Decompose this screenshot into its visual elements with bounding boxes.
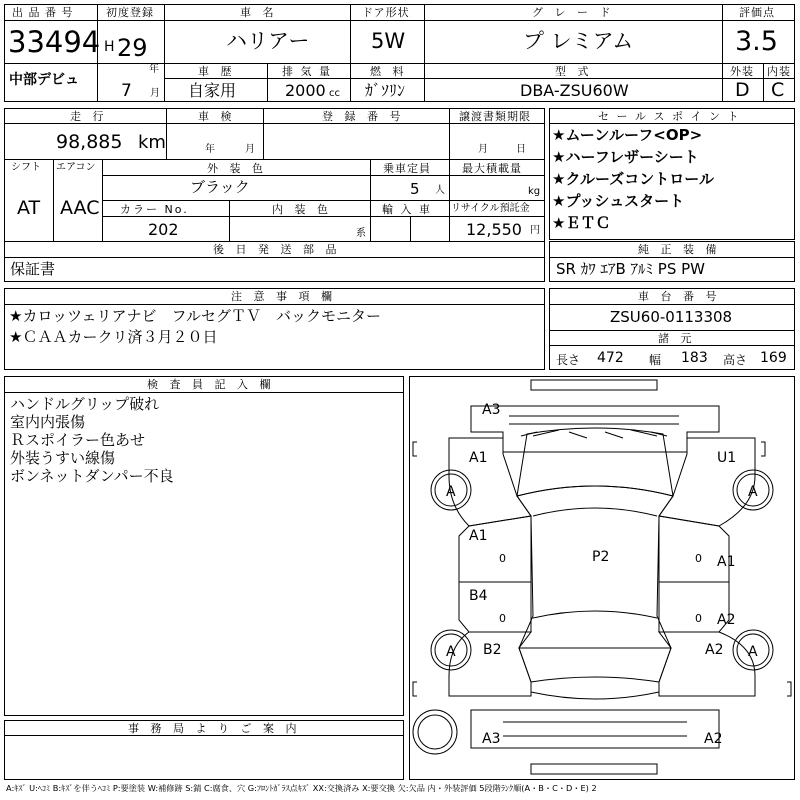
door-label: ドア形状 xyxy=(362,6,410,19)
exterior-label: 外装 xyxy=(730,65,754,78)
first-reg-label: 初度登録 xyxy=(106,6,154,19)
inspection-year-unit: 年 xyxy=(205,144,215,155)
car-name-label: 車 名 xyxy=(240,6,278,19)
fuel-label: 燃 料 xyxy=(370,65,408,78)
mark-rear-left-quarter: B2 xyxy=(483,642,502,658)
inspector-line: ハンドルグリップ破れ xyxy=(10,395,160,413)
int-color-label: 内 装 色 xyxy=(272,203,332,216)
mark-right-rear-door: A2 xyxy=(717,612,736,628)
chassis-number: ZSU60-0113308 xyxy=(610,308,733,326)
width-value: 183 xyxy=(681,350,708,366)
mark-front-right-tire: A xyxy=(748,484,758,500)
spare-tire xyxy=(413,710,457,754)
right-front-fender xyxy=(659,438,755,526)
mileage-label: 走 行 xyxy=(70,110,108,123)
inspector-label: 検 査 員 記 入 欄 xyxy=(147,378,275,391)
door-type: 5W xyxy=(371,29,406,53)
color-no-label: カラー No. xyxy=(120,203,189,216)
inspector-line: 室内内張傷 xyxy=(10,413,86,431)
equipment-value: SR ｶﾜ ｴｱB ｱﾙﾐ PS PW xyxy=(556,260,706,278)
lot-no-label: 出 品 番 号 xyxy=(12,6,74,19)
front-outline xyxy=(471,406,719,452)
ship-label: 後 日 発 送 部 品 xyxy=(213,243,341,256)
model-code: DBA-ZSU60W xyxy=(520,81,629,100)
mark-rear-bumper-left: A3 xyxy=(482,731,501,747)
displacement: 2000 xyxy=(285,81,326,100)
history: 自家用 xyxy=(188,81,237,100)
debut-label: 中部デビュ xyxy=(9,72,79,88)
car-diagram xyxy=(409,376,795,780)
mark-right-rear-door-zero: 0 xyxy=(695,612,702,625)
right-front-door xyxy=(659,516,729,582)
left-front-door xyxy=(459,516,531,582)
recycle-label: リサイクル預託金 xyxy=(451,203,530,214)
displacement-unit: cc xyxy=(329,88,340,99)
history-label: 車 歴 xyxy=(198,65,236,78)
note-line: ★カロッツェリアナビ フルセグＴＶ バックモニター xyxy=(9,307,381,325)
mark-right-front-door: A1 xyxy=(717,554,736,570)
ext-color: ブラック xyxy=(190,178,250,196)
ac-label: エアコン xyxy=(56,162,96,173)
year-unit: 年 xyxy=(149,64,159,75)
capacity-label: 乗車定員 xyxy=(383,162,431,175)
recycle-unit: 円 xyxy=(530,225,540,236)
mark-roof: P2 xyxy=(592,549,610,565)
score-label: 評価点 xyxy=(739,6,775,19)
reg-no-label: 登 録 番 号 xyxy=(322,110,405,123)
capacity: 5 xyxy=(410,180,420,198)
mark-right-front-door-zero: 0 xyxy=(695,552,702,565)
height-value: 169 xyxy=(760,350,787,366)
mileage: 98,885 xyxy=(56,131,123,153)
mark-rear-bumper-right: A2 xyxy=(704,731,723,747)
grade-label: グ レ ー ド xyxy=(532,6,615,19)
ext-color-label: 外 装 色 xyxy=(207,162,267,175)
color-no: 202 xyxy=(148,220,179,239)
exterior-grade: D xyxy=(735,79,750,101)
mark-rear-right-quarter: A2 xyxy=(705,642,724,658)
mark-front-left-tire: A xyxy=(446,484,456,500)
capacity-unit: 人 xyxy=(435,185,445,196)
fuel: ｶﾞｿﾘﾝ xyxy=(365,81,406,100)
dims-label: 諸 元 xyxy=(658,332,696,345)
sales-points-label: セ ー ル ス ポ イ ン ト xyxy=(598,110,741,123)
height-label: 高さ xyxy=(723,353,748,367)
reg-month: 7 xyxy=(121,81,132,101)
sales-point-item: ★ムーンルーフ<OP> xyxy=(552,126,703,144)
mark-front-bumper: A3 xyxy=(482,402,501,418)
sales-point-item: ★プッシュスタート xyxy=(552,192,685,210)
front-bumper-outline xyxy=(531,380,657,390)
rear-bumper xyxy=(471,710,719,748)
model-label: 型 式 xyxy=(555,65,593,78)
transfer-day-unit: 日 xyxy=(516,144,526,155)
import-label: 輸 入 車 xyxy=(382,203,432,216)
sales-points-list xyxy=(552,128,714,238)
ship-item: 保証書 xyxy=(10,260,56,278)
mark-rear-right-tire: A xyxy=(748,644,758,660)
recycle: 12,550 xyxy=(466,220,522,239)
lot-no: 33494 xyxy=(8,25,101,59)
chassis-label: 車 台 番 号 xyxy=(638,290,721,303)
note-line: ★ＣＡＡカークリ済３月２０日 xyxy=(9,328,218,346)
sales-point-item: ★ＥＴＣ xyxy=(552,214,611,232)
left-front-fender xyxy=(449,438,531,526)
car-name: ハリアー xyxy=(226,29,310,53)
inspection-label: 車 検 xyxy=(198,110,236,123)
transfer-label: 譲渡書類期限 xyxy=(459,110,531,123)
reg-year: 29 xyxy=(117,34,148,62)
shift-label: シフト xyxy=(11,162,41,173)
displacement-label: 排 気 量 xyxy=(282,65,332,78)
interior-label: 内装 xyxy=(767,65,791,78)
mark-front-left-fender: A1 xyxy=(469,450,488,466)
length-label: 長さ xyxy=(556,353,581,367)
grade: プ レミアム xyxy=(523,29,634,53)
interior-grade: C xyxy=(771,79,785,101)
sales-point-item: ★クルーズコントロール xyxy=(552,170,714,188)
notes-label: 注 意 事 項 欄 xyxy=(231,290,336,303)
era-label: H xyxy=(104,39,115,55)
mileage-unit: km xyxy=(138,132,166,153)
mark-left-front-door: A1 xyxy=(469,528,488,544)
rear-outline xyxy=(519,648,671,682)
legend: A:ｷｽﾞ U:ﾍｺﾐ B:ｷｽﾞを伴うﾍｺﾐ P:要塗装 W:補修跡 S:錆 C:腐食、穴 G:ﾌﾛﾝﾄｶﾞﾗｽ点ｷｽﾞ XX:交換済み X:要交換 欠:欠品 内・外装評価 5段階ﾗﾝｸ順(A・B・C・D・E) 2 xyxy=(6,783,597,793)
office-label: 事 務 局 よ り ご 案 内 xyxy=(128,722,301,735)
ac: AAC xyxy=(60,197,100,219)
inspection-month-unit: 月 xyxy=(245,144,255,155)
roof-outline xyxy=(517,486,673,648)
width-label: 幅 xyxy=(649,353,662,367)
equipment-label: 純 正 装 備 xyxy=(638,243,721,256)
shift: AT xyxy=(17,197,41,219)
inspector-line: 外装うすい線傷 xyxy=(10,449,116,467)
sales-point-item: ★ハーフレザーシート xyxy=(552,148,699,166)
score: 3.5 xyxy=(735,26,778,57)
mark-left-front-door-zero: 0 xyxy=(499,552,506,565)
length-value: 472 xyxy=(597,350,624,366)
max-load-label: 最大積載量 xyxy=(462,162,522,175)
inspector-line: Ｒスポイラー色あせ xyxy=(10,431,146,449)
month-unit: 月 xyxy=(150,88,160,99)
transfer-month-unit: 月 xyxy=(478,144,488,155)
mark-rear-left-tire: A xyxy=(446,644,456,660)
mark-left-rear-door: B4 xyxy=(469,588,488,604)
mark-left-rear-door-zero: 0 xyxy=(499,612,506,625)
inspector-notes xyxy=(10,397,174,487)
int-color-unit: 系 xyxy=(356,228,366,239)
mark-front-right-fender: U1 xyxy=(717,450,737,466)
inspector-line: ボンネットダンパー不良 xyxy=(10,467,174,485)
max-load-unit: kg xyxy=(528,186,541,197)
